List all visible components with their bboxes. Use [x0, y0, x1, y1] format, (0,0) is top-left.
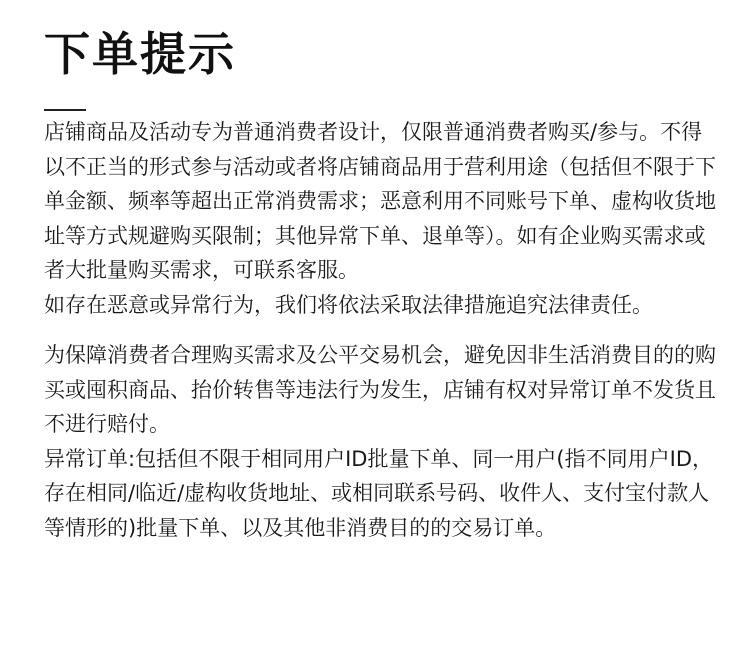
- title-divider: [44, 109, 86, 111]
- notice-paragraph-abnormal-orders: 异常订单:包括但不限于相同用户ID批量下单、同一用户(指不同用户ID，存在相同/临近/虚构收货地址、或相同联系号码、收件人、支付宝付款人等情形的)批量下单、以及其他非消费目的的交易订单。: [44, 446, 713, 540]
- notice-paragraph-fair-trade: 为保障消费者合理购买需求及公平交易机会，避免因非生活消费目的的购买或囤积商品、抬价转售等违法行为发生，店铺有权对异常订单不发货且不进行赔付。: [44, 343, 716, 436]
- notice-paragraph-legal-liability: 如存在恶意或异常行为，我们将依法采取法律措施追究法律责任。: [44, 292, 653, 317]
- notice-paragraph-usage-policy: 店铺商品及活动专为普通消费者设计，仅限普通消费者购买/参与。不得以不正当的形式参与活动或者将店铺商品用于营利用途（包括但不限于下单金额、频率等超出正常消费需求；恶意利用不同账号下单、虚构收货地址等方式规避购买限制；其他异常下单、退单等）。如有企业购买需求或者大批量购买需求，可联系客服。: [44, 120, 716, 282]
- page-title: 下单提示: [44, 27, 236, 81]
